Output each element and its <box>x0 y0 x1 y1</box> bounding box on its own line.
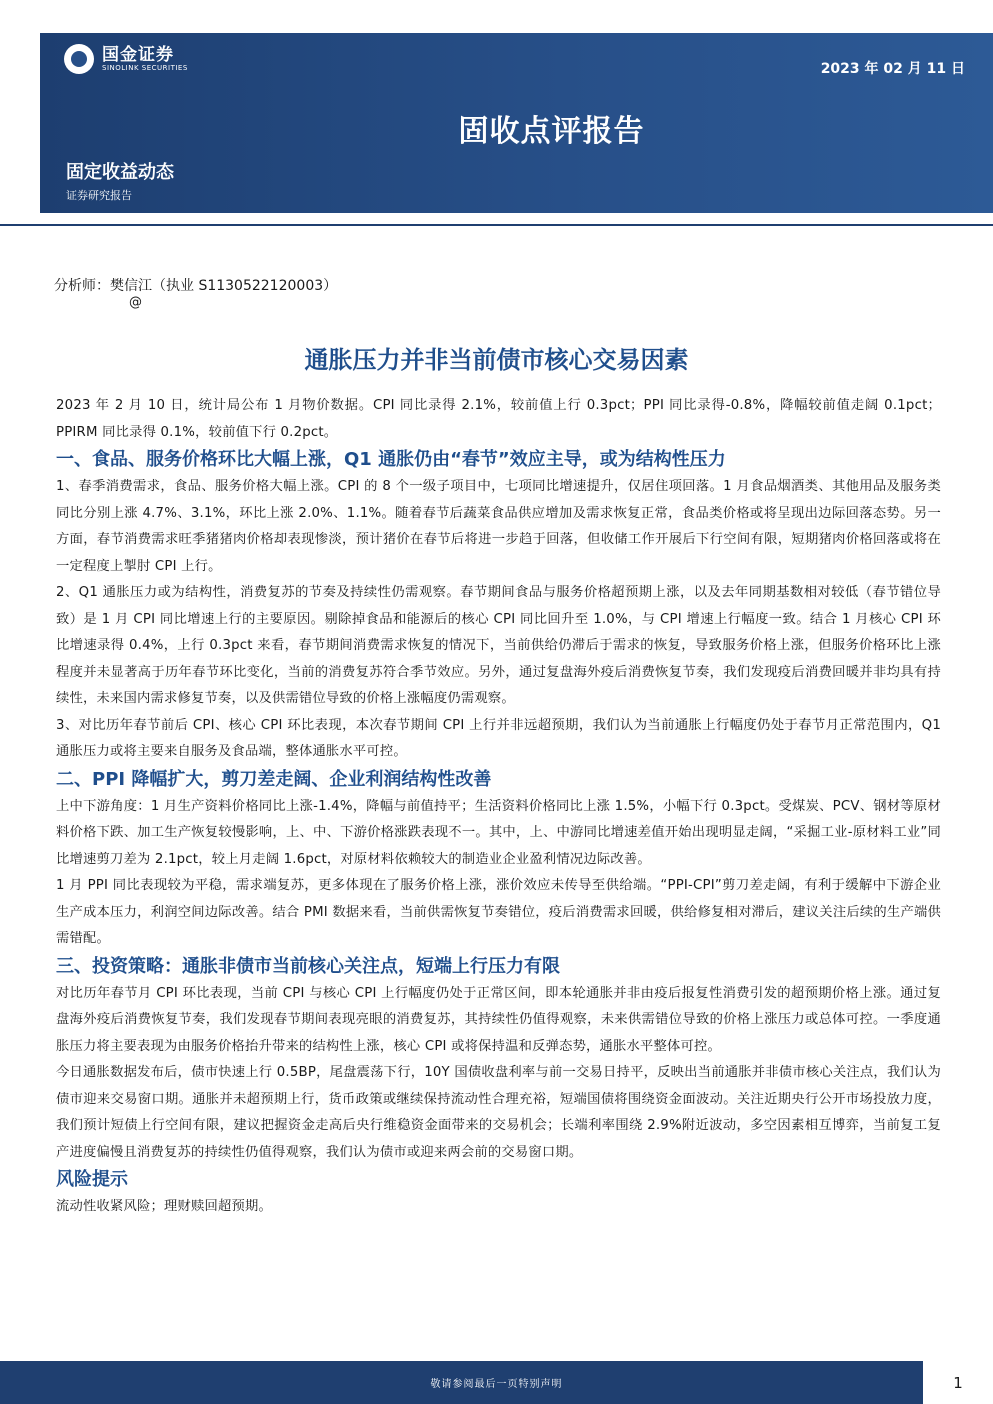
footer-disclaimer: 敬请参阅最后一页特别声明 <box>430 1379 563 1390</box>
analyst-info: 分析师：樊信江（执业 S1130522120003） <box>54 278 338 294</box>
report-date: 2023 年 02 月 11 日 <box>820 61 965 77</box>
logo-icon <box>64 44 94 74</box>
report-subcategory: 证券研究报告 <box>66 189 132 202</box>
header-divider <box>0 224 993 226</box>
paragraph: 上中下游角度：1 月生产资料价格同比上涨-1.4%，降幅与前值持平；生活资料价格同比上涨 1.5%，小幅下行 0.3pct。受煤炭、PCV、钢材等原材料价格下跌、加工生产恢复较慢影响，上、中、下游价格涨跌表现不一。其中，上、中游同比增速差值开始出现明显走阔，“采掘工业-原材料工业”同比增速剪刀差为 2.1pct，较上月走阔 1.6pct，对原材料依赖较大的制造业企业盈利情况边际改善。 <box>56 798 941 867</box>
report-category: 固定收益动态 <box>66 162 174 183</box>
paragraph: 2、Q1 通胀压力或为结构性，消费复苏的节奏及持续性仍需观察。春节期间食品与服务价格超预期上涨，以及去年同期基数相对较低（春节错位导致）是 1 月 CPI 同比增速上行的主要原因。剔除掉食品和能源后的核心 CPI 同比回升至 1.0%，与 CPI 增速上行幅度一致。结合 1 月核心 CPI 环比增速录得 0.4%，上行 0.3pct 来看，春节期间消费需求恢复的情况下，当前供给仍滞后于需求的恢复，导致服务价格上涨，但服务价格环比上涨程度并未显著高于历年春节环比变化，当前的消费复苏符合季节效应。另外，通过复盘海外疫后消费恢复节奏，我们发现疫后消费回暖并非均具有持续性，未来国内需求修复节奏，以及供需错位导致的价格上涨幅度仍需观察。 <box>56 585 941 706</box>
section-heading: 二、PPI 降幅扩大，剪刀差走阔、企业利润结构性改善 <box>56 768 492 790</box>
intro-paragraph: 2023 年 2 月 10 日，统计局公布 1 月物价数据。CPI 同比录得 2.1%，较前值上行 0.3pct；PPI 同比录得-0.8%，降幅较前值走阔 0.1pct；PPIRM 同比录得 0.1%，较前值下行 0.2pct。 <box>56 398 941 440</box>
report-title: 通胀压力并非当前债市核心交易因素 <box>304 346 689 374</box>
logo-name-cn: 国金证券 <box>102 44 174 65</box>
section-heading: 三、投资策略：通胀非债市当前核心关注点，短端上行压力有限 <box>56 955 560 977</box>
paragraph: 对比历年春节月 CPI 环比表现，当前 CPI 与核心 CPI 上行幅度仍处于正常区间，即本轮通胀并非由疫后报复性消费引发的超预期价格上涨。通过复盘海外疫后消费恢复节奏，我们发现春节期间表现亮眼的消费复苏，其持续性仍值得观察，未来供需错位导致的价格上涨压力或总体可控。一季度通胀压力将主要表现为由服务价格抬升带来的结构性上涨，核心 CPI 或将保持温和反弹态势，通胀水平整体可控。 <box>56 985 941 1054</box>
analyst-email: @ <box>129 295 142 310</box>
page-number: 1 <box>923 1361 993 1404</box>
paragraph: 今日通胀数据发布后，债市快速上行 0.5BP，尾盘震荡下行，10Y 国债收盘利率与前一交易日持平，反映出当前通胀并非债市核心关注点，我们认为债市迎来交易窗口期。通胀并未超预期上行，货币政策或继续保持流动性合理充裕，短端国债将围绕资金面波动。关注近期央行公开市场投放力度，我们预计短债上行空间有限，建议把握资金走高后央行维稳资金面带来的交易机会；长端利率围绕 2.9%附近波动，多空因素相互博弈，当前复工复产进度偏慢且消费复苏的持续性仍值得观察，我们认为债市或迎来两会前的交易窗口期。 <box>56 1065 941 1160</box>
paragraph: 1 月 PPI 同比表现较为平稳，需求端复苏，更多体现在了服务价格上涨，涨价效应未传导至供给端。“PPI-CPI”剪刀差走阔，有利于缓解中下游企业生产成本压力，利润空间边际改善。结合 PMI 数据来看，当前供需恢复节奏错位，疫后消费需求回暖，供给修复相对滞后，建议关注后续的生产端供需错配。 <box>56 878 941 946</box>
section-heading: 风险提示 <box>56 1169 128 1190</box>
paragraph: 流动性收紧风险；理财赎回超预期。 <box>56 1199 272 1214</box>
company-logo <box>64 44 188 74</box>
report-body <box>56 393 941 1221</box>
paragraph: 3、对比历年春节前后 CPI、核心 CPI 环比表现，本次春节期间 CPI 上行并非远超预期，我们认为当前通胀上行幅度仍处于春节月正常范围内，Q1 通胀压力或将主要来自服务及食品端，整体通胀水平可控。 <box>56 717 941 759</box>
section-heading: 一、食品、服务价格环比大幅上涨，Q1 通胀仍由“春节”效应主导，或为结构性压力 <box>56 449 726 470</box>
paragraph: 1、春季消费需求，食品、服务价格大幅上涨。CPI 的 8 个一级子项目中，七项同比增速提升，仅居住项回落。1 月食品烟酒类、其他用品及服务类同比分别上涨 4.7%、3.1%，环比上涨 2.0%、1.1%。随着春节后蔬菜食品供应增加及需求恢复正常，食品类价格或将呈现出边际回落态势。另一方面，春节消费需求旺季猪猪肉价格却表现惨淡，预计猪价在春节后将进一步趋于回落，但收储工作开展后下行空间有限，短期猪肉价格回落或将在一定程度上掣肘 CPI 上行。 <box>56 479 941 574</box>
report-type: 固收点评报告 <box>458 114 645 149</box>
logo-name-en: SINOLINK SECURITIES <box>102 63 188 72</box>
